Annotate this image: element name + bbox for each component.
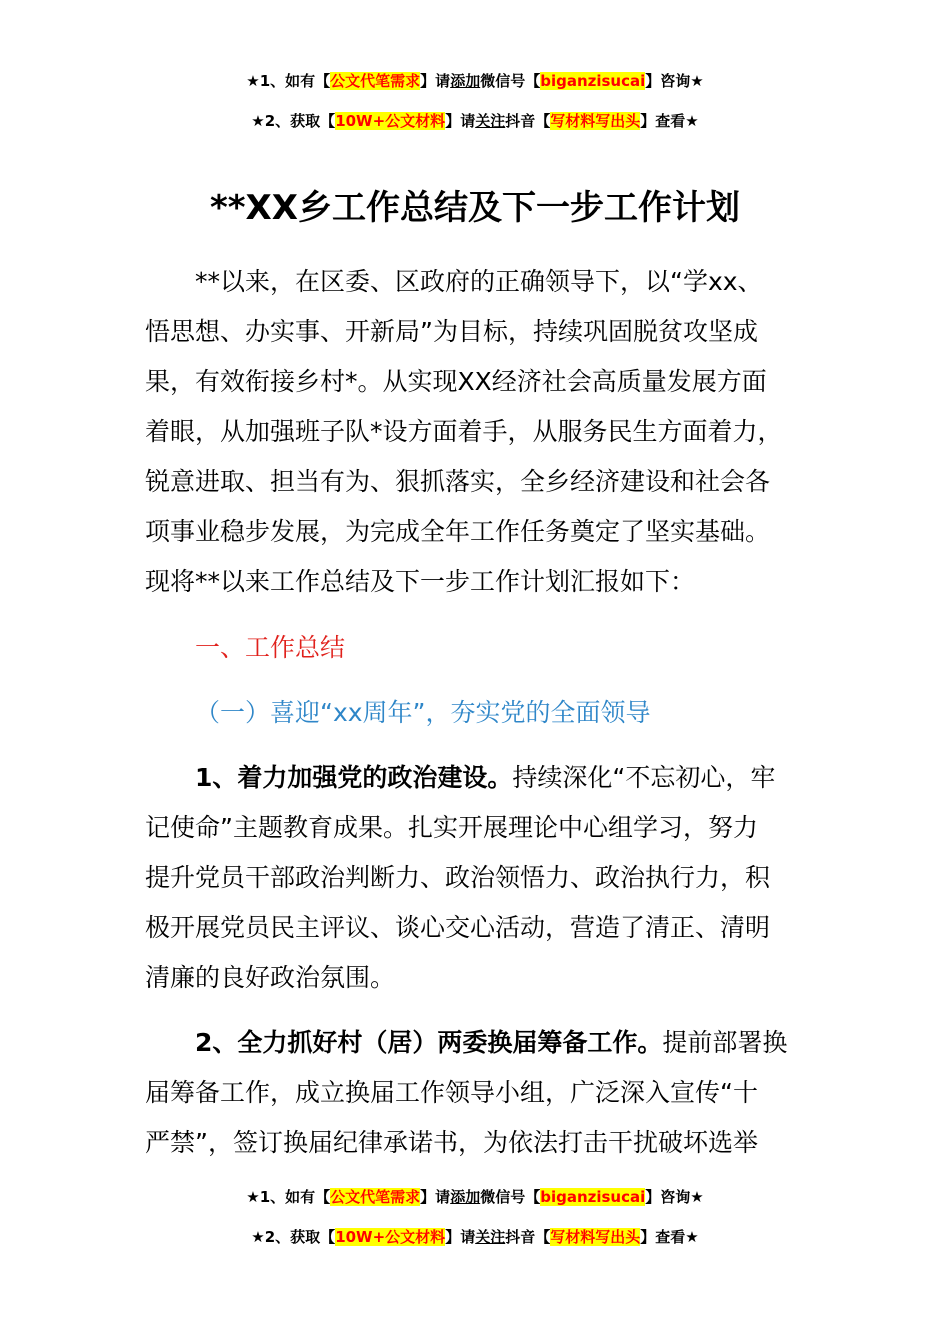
paragraph-line: 记使命”主题教育成果。扎实开展理论中心组学习，努力 bbox=[145, 813, 758, 842]
banner-underlined-text: 添加 bbox=[450, 1188, 481, 1206]
banner-highlight: 10W+公文材料 bbox=[335, 112, 446, 130]
paragraph-line: 锐意进取、担当有为、狠抓落实，全乡经济建设和社会各 bbox=[145, 467, 771, 496]
banner-text: 微信号【 bbox=[480, 1188, 541, 1206]
paragraph-line: 果，有效衔接乡村*。从实现XX经济社会高质量发展方面 bbox=[145, 367, 767, 396]
paragraph-line: 极开展党员民主评议、谈心交心活动，营造了清正、清明 bbox=[145, 913, 771, 942]
paragraph-line: 提升党员干部政治判断力、政治领悟力、政治执行力，积 bbox=[145, 863, 771, 892]
banner-text: 】请 bbox=[420, 1188, 451, 1206]
banner-text: 微信号【 bbox=[480, 72, 541, 90]
banner-text: ★1、如有【 bbox=[246, 1188, 331, 1206]
banner-text: 】查看★ bbox=[640, 1228, 699, 1246]
paragraph-line: **以来，在区委、区政府的正确领导下，以“学xx、 bbox=[195, 267, 763, 296]
section-heading: 一、工作总结 bbox=[195, 633, 346, 662]
promo-banner-line-1-bottom bbox=[0, 1186, 950, 1208]
document-title: **XX乡工作总结及下一步工作计划 bbox=[210, 188, 740, 228]
banner-text: 】咨询★ bbox=[645, 1188, 704, 1206]
banner-text: ★2、获取【 bbox=[251, 1228, 336, 1246]
banner-highlight: biganzisucai bbox=[540, 1188, 646, 1206]
paragraph-line: 着眼，从加强班子队*设方面着手，从服务民生方面着力， bbox=[145, 417, 783, 446]
item-paragraph-1 bbox=[145, 753, 815, 1003]
banner-underlined-text: 关注 bbox=[475, 1228, 506, 1246]
item-text: 提前部署换 bbox=[662, 1028, 788, 1057]
promo-banner-line-2-bottom bbox=[0, 1226, 950, 1248]
banner-text: 】咨询★ bbox=[645, 72, 704, 90]
paragraph-line: 项事业稳步发展，为完成全年工作任务奠定了坚实基础。 bbox=[145, 517, 771, 546]
banner-text: 】请 bbox=[420, 72, 451, 90]
banner-highlight: 写材料写出头 bbox=[550, 112, 641, 130]
intro-paragraph bbox=[145, 257, 815, 607]
banner-text: 】查看★ bbox=[640, 112, 699, 130]
item-lead: 2、全力抓好村（居）两委换届筹备工作。 bbox=[195, 1028, 663, 1057]
banner-text: 抖音【 bbox=[505, 1228, 551, 1246]
paragraph-line: 严禁”，签订换届纪律承诺书，为依法打击干扰破坏选举 bbox=[145, 1128, 758, 1157]
paragraph-line: 悟思想、办实事、开新局”为目标，持续巩固脱贫攻坚成 bbox=[145, 317, 758, 346]
banner-text: 抖音【 bbox=[505, 112, 551, 130]
banner-highlight: 10W+公文材料 bbox=[335, 1228, 446, 1246]
paragraph-line: 届筹备工作，成立换届工作领导小组，广泛深入宣传“十 bbox=[145, 1078, 758, 1107]
item-paragraph-2 bbox=[145, 1018, 815, 1168]
banner-underlined-text: 关注 bbox=[475, 112, 506, 130]
banner-highlight: 公文代笔需求 bbox=[330, 1188, 421, 1206]
item-lead: 1、着力加强党的政治建设。 bbox=[195, 763, 513, 792]
promo-banner-line-2 bbox=[0, 110, 950, 132]
paragraph-line: 现将**以来工作总结及下一步工作计划汇报如下： bbox=[145, 567, 696, 596]
subsection-heading: （一）喜迎“xx周年”，夯实党的全面领导 bbox=[195, 698, 651, 727]
promo-banner-line-1 bbox=[0, 70, 950, 92]
paragraph-line: 清廉的良好政治氛围。 bbox=[145, 963, 396, 992]
banner-text: ★1、如有【 bbox=[246, 72, 331, 90]
banner-highlight: 写材料写出头 bbox=[550, 1228, 641, 1246]
banner-text: ★2、获取【 bbox=[251, 112, 336, 130]
paragraph-first-line bbox=[145, 753, 815, 803]
item-text: 持续深化“不忘初心，牢 bbox=[512, 763, 776, 792]
banner-text: 】请 bbox=[445, 112, 476, 130]
banner-highlight: biganzisucai bbox=[540, 72, 646, 90]
banner-underlined-text: 添加 bbox=[450, 72, 481, 90]
banner-highlight: 公文代笔需求 bbox=[330, 72, 421, 90]
paragraph-first-line bbox=[145, 1018, 815, 1068]
banner-text: 】请 bbox=[445, 1228, 476, 1246]
